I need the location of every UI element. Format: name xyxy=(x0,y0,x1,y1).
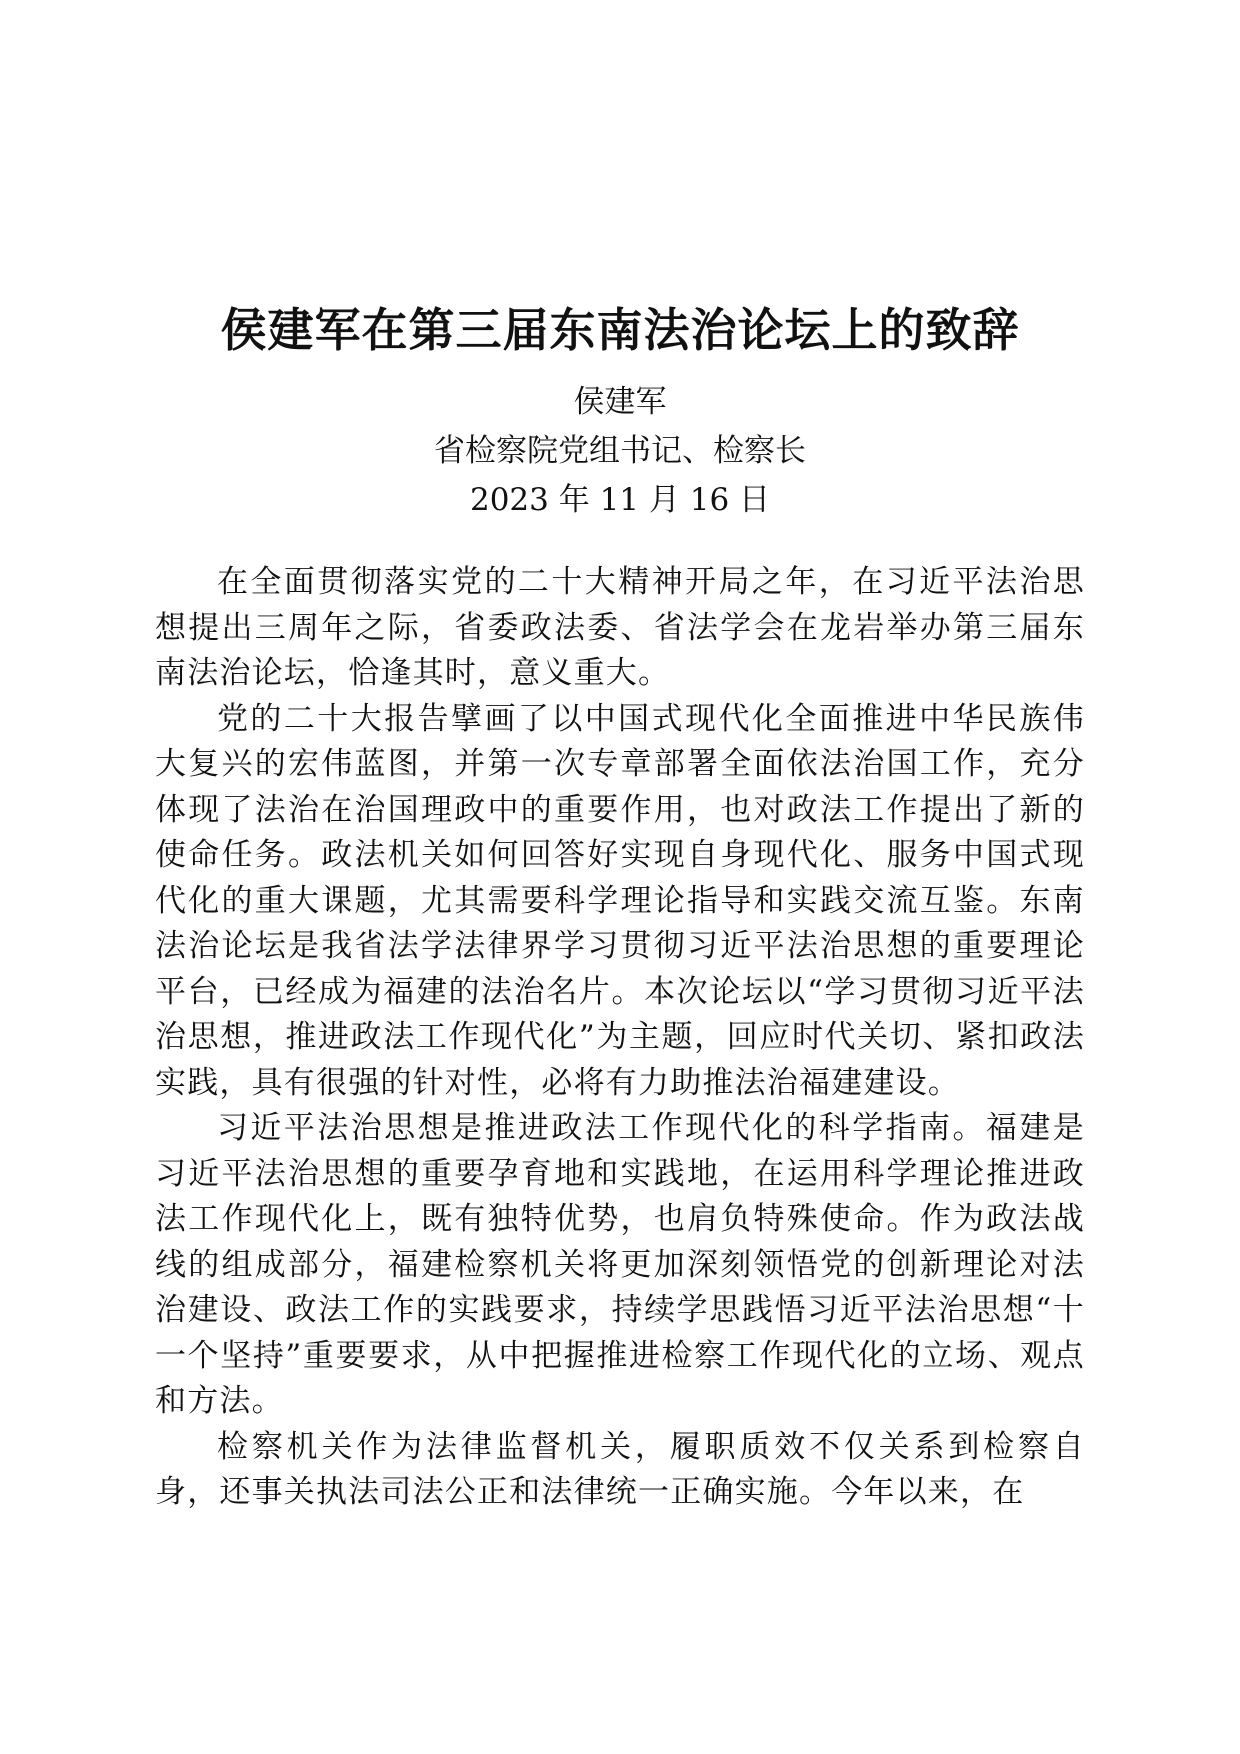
paragraph: 习近平法治思想是推进政法工作现代化的科学指南。福建是习近平法治思想的重要孕育地和实践地，在运用科学理论推进政法工作现代化上，既有独特优势，也肩负特殊使命。作为政法战线的组成部分，福建检察机关将更加深刻领悟党的创新理论对法治建设、政法工作的实践要求，持续学思践悟习近平法治思想“十一个坚持”重要要求，从中把握推进检察工作现代化的立场、观点和方法。 xyxy=(155,1110,1085,1419)
document-title: 侯建军在第三届东南法治论坛上的致辞 xyxy=(220,303,1020,357)
author-position: 省检察院党组书记、检察长 xyxy=(434,433,806,469)
paragraph: 检察机关作为法律监督机关，履职质效不仅关系到检察自身，还事关执法司法公正和法律统一正确实施。今年以来，在 xyxy=(155,1428,1085,1510)
document-body xyxy=(155,560,1085,1516)
author-name: 侯建军 xyxy=(573,384,667,420)
speech-date: 2023 年 11 月 16 日 xyxy=(469,482,771,518)
paragraph: 在全面贯彻落实党的二十大精神开局之年，在习近平法治思想提出三周年之际，省委政法委、省法学会在龙岩举办第三届东南法治论坛，恰逢其时，意义重大。 xyxy=(155,564,1085,691)
paragraph: 党的二十大报告擘画了以中国式现代化全面推进中华民族伟大复兴的宏伟蓝图，并第一次专章部署全面依法治国工作，充分体现了法治在治国理政中的重要作用，也对政法工作提出了新的使命任务。政法机关如何回答好实现自身现代化、服务中国式现代化的重大课题，尤其需要科学理论指导和实践交流互鉴。东南法治论坛是我省法学法律界学习贯彻习近平法治思想的重要理论平台，已经成为福建的法治名片。本次论坛以“学习贯彻习近平法治思想，推进政法工作现代化”为主题，回应时代关切、紧扣政法实践，具有很强的针对性，必将有力助推法治福建建设。 xyxy=(155,700,1085,1101)
